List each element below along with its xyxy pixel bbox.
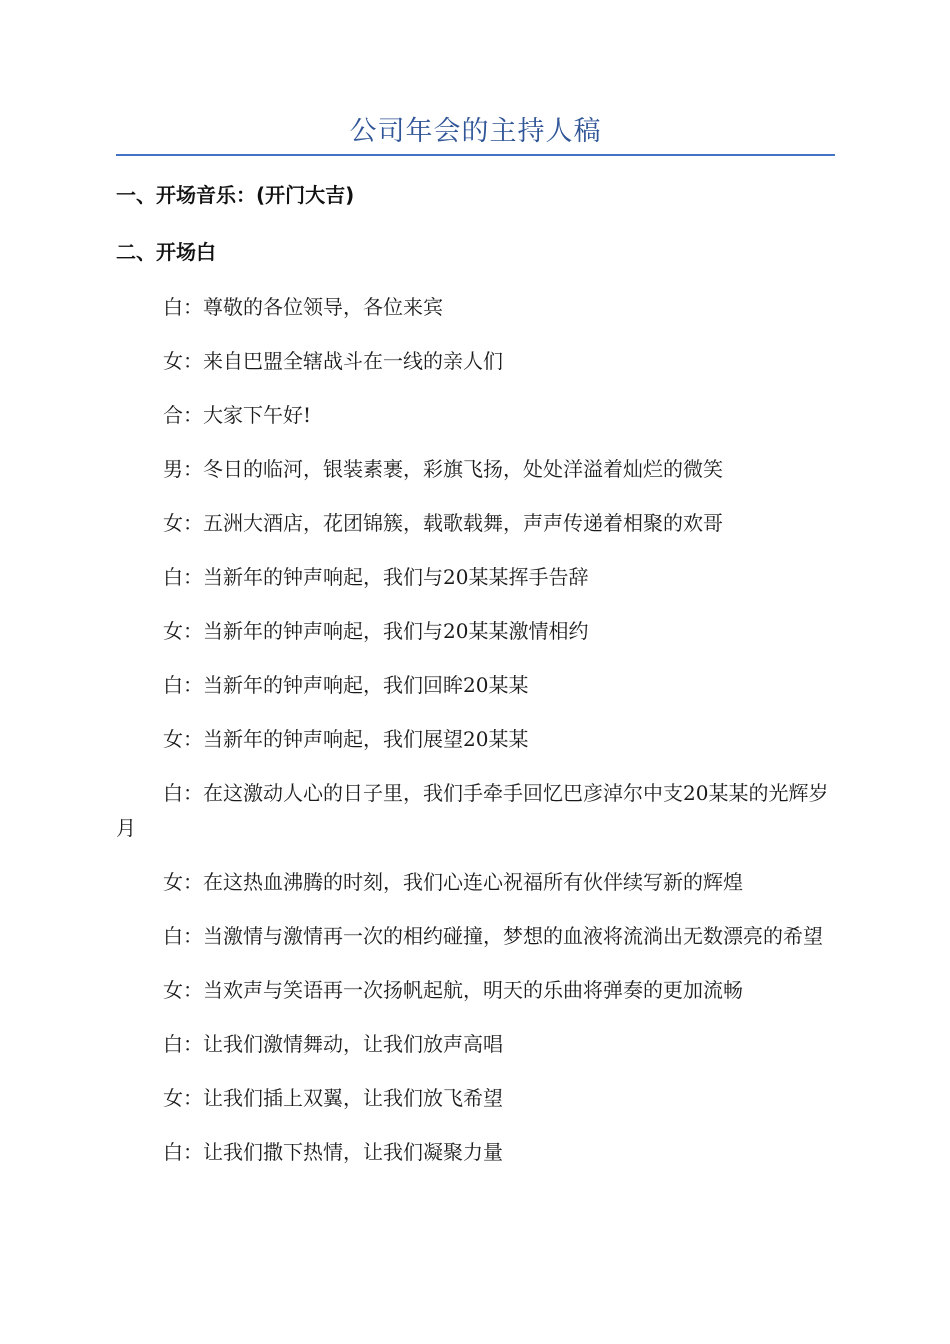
script-line: 白：在这激动人心的日子里，我们手牵手回忆巴彦淖尔中支20某某的光辉岁月 [116,781,829,840]
script-line: 女：五洲大酒店，花团锦簇，载歌载舞，声声传递着相聚的欢哥 [163,511,723,535]
script-line: 白：当激情与激情再一次的相约碰撞，梦想的血液将流淌出无数漂亮的希望 [163,924,823,948]
script-line: 白：当新年的钟声响起，我们与20某某挥手告辞 [163,565,589,589]
section-heading-opening-music: 一、开场音乐：(开门大吉) [116,183,355,207]
document-title: 公司年会的主持人稿 [349,116,602,147]
script-line: 女：让我们插上双翼，让我们放飞希望 [163,1086,503,1110]
script-line: 女：当欢声与笑语再一次扬帆起航，明天的乐曲将弹奏的更加流畅 [163,978,743,1002]
script-line: 女：在这热血沸腾的时刻，我们心连心祝福所有伙伴续写新的辉煌 [163,870,743,894]
section-heading-opening-remarks: 二、开场白 [116,240,216,264]
script-line: 合：大家下午好! [163,403,312,427]
script-line: 白：让我们激情舞动，让我们放声高唱 [163,1032,503,1056]
title-underline [116,154,835,156]
script-line: 女：当新年的钟声响起，我们与20某某激情相约 [163,619,589,643]
script-line: 白：让我们撒下热情，让我们凝聚力量 [163,1140,503,1164]
script-line: 女：当新年的钟声响起，我们展望20某某 [163,727,529,751]
script-line: 女：来自巴盟全辖战斗在一线的亲人们 [163,349,503,373]
script-lines [116,290,835,1189]
script-line: 男：冬日的临河，银装素裹，彩旗飞扬，处处洋溢着灿烂的微笑 [163,457,723,481]
script-line: 白：当新年的钟声响起，我们回眸20某某 [163,673,529,697]
script-line: 白：尊敬的各位领导，各位来宾 [163,295,443,319]
